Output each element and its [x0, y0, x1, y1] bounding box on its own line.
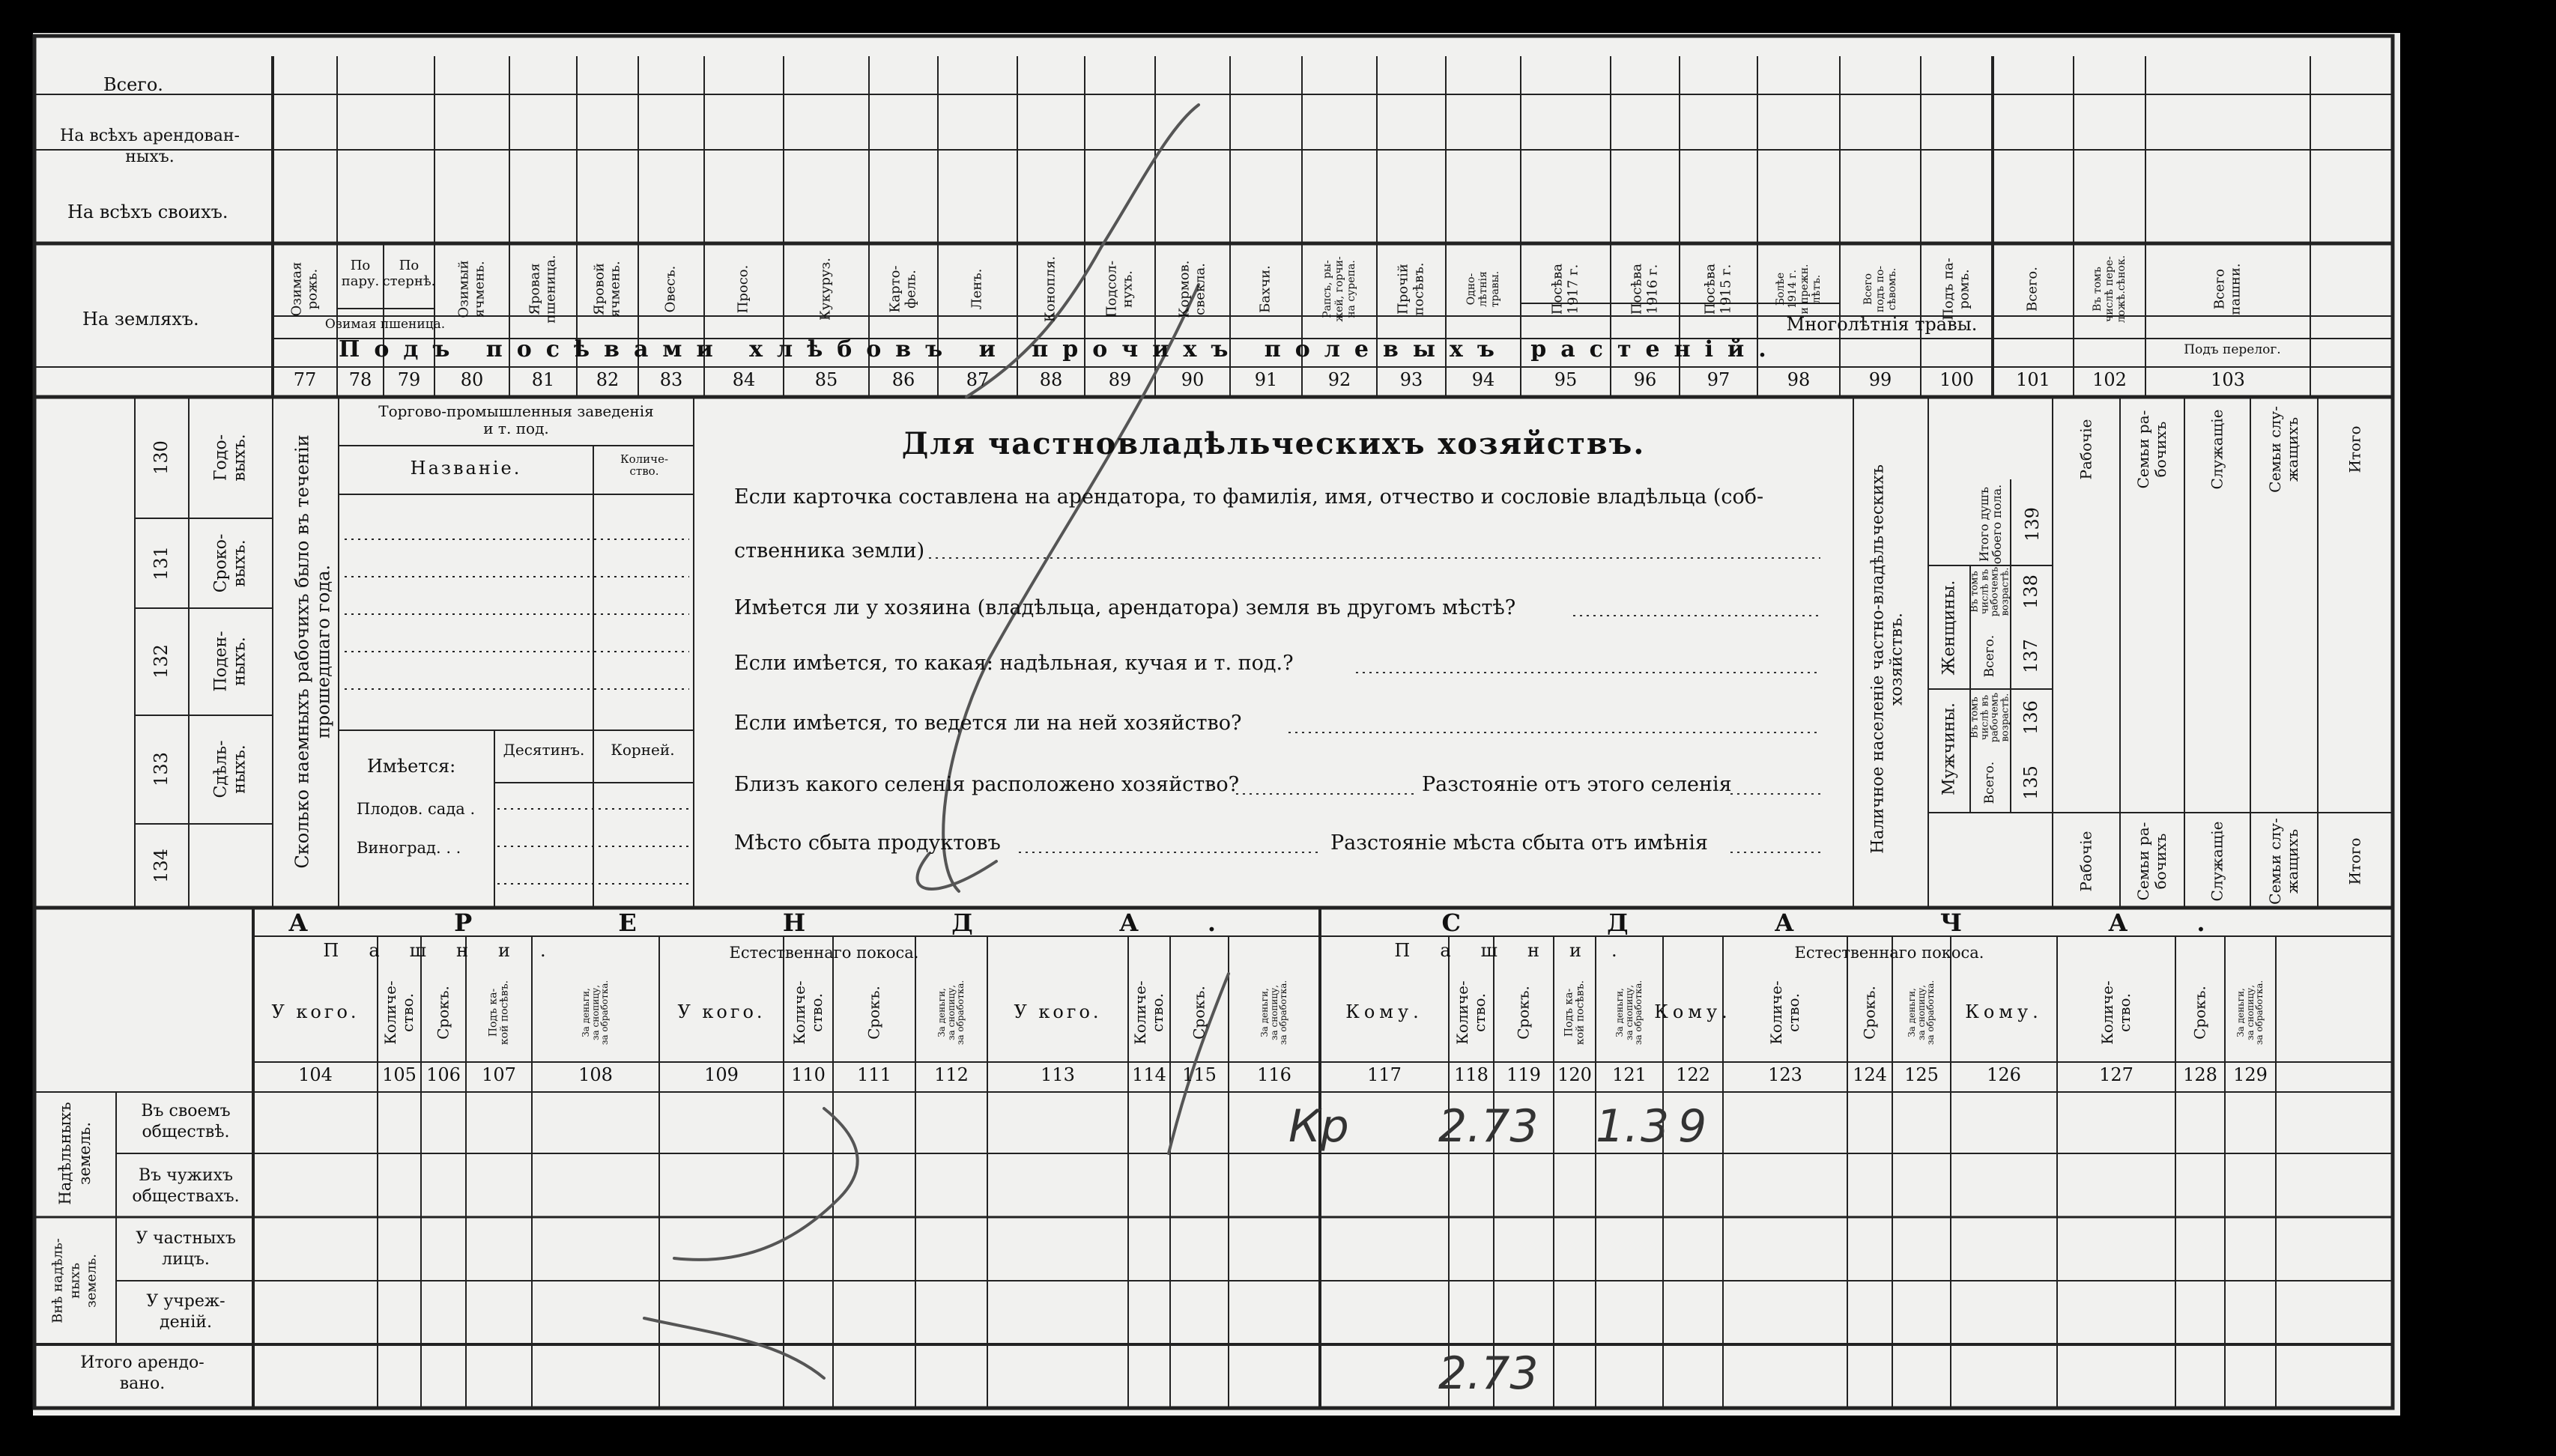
- handwritten-term: 3: [1641, 1100, 1670, 1153]
- crop-num-83: 83: [659, 369, 683, 390]
- crop-label-98: Болѣе 1914 г. и прежн. лѣтъ.: [1774, 264, 1823, 315]
- q-land-type: Если имѣется, то какая: надѣльная, кучая и т. под.?: [734, 652, 1294, 675]
- crop-num-89: 89: [1108, 369, 1132, 390]
- handwritten-nine: 9: [1678, 1100, 1707, 1153]
- pop-women-work-label: Въ томъ числѣ въ рабочемъ возрастѣ.: [1969, 566, 2011, 617]
- crop-num-79: 79: [397, 369, 421, 390]
- handwritten-amount: 2.73: [1438, 1100, 1539, 1153]
- pop-col-top-3: Семьи слу- жащихъ: [2266, 406, 2301, 493]
- hired-num-132: 132: [151, 644, 172, 679]
- col-num-128: 128: [2183, 1064, 2217, 1085]
- crop-label-81: Яровая пшеница.: [527, 255, 558, 324]
- q-market: Мѣсто сбыта продуктовъ: [734, 831, 1001, 855]
- sdacha-pashni: Пашни.: [1394, 940, 1647, 961]
- pop-col-bottom-3: Семьи слу- жащихъ: [2266, 818, 2301, 905]
- col-header-117: Кому.: [1345, 1001, 1423, 1022]
- hired-num-133: 133: [151, 752, 172, 786]
- crop-num-97: 97: [1706, 369, 1730, 390]
- col-num-119: 119: [1506, 1064, 1541, 1085]
- col-num-109: 109: [704, 1064, 739, 1085]
- crop-num-88: 88: [1039, 369, 1063, 390]
- trade-name-header: Названіе.: [410, 458, 522, 479]
- col-num-125: 125: [1904, 1064, 1939, 1085]
- pop-men-work-label: Въ томъ числѣ въ рабочемъ возрастѣ.: [1969, 692, 2011, 743]
- hired-label-133: Сдѣль- ныхъ.: [211, 740, 249, 798]
- crop-label-89: Подсол- нухъ.: [1103, 260, 1135, 318]
- col-header-113: У кого.: [1014, 1001, 1102, 1022]
- crop-label-86: Карто- фель.: [887, 265, 918, 313]
- trade-vinograd: Виноград. . .: [357, 839, 461, 857]
- sdacha-title: С Д А Ч А.: [1441, 909, 2274, 937]
- row-label-na-zemlyah: На земляхъ.: [82, 309, 199, 330]
- col-header-127: Количе- ство.: [2098, 980, 2133, 1045]
- pop-col-top-4: Итого: [2345, 425, 2364, 473]
- col-num-117: 117: [1367, 1064, 1402, 1085]
- col-num-107: 107: [482, 1064, 516, 1085]
- handwritten-slash: [644, 105, 1229, 1378]
- col-num-110: 110: [791, 1064, 826, 1085]
- col-num-114: 114: [1132, 1064, 1166, 1085]
- crop-label-100: Подъ па- ромъ.: [1940, 258, 1972, 321]
- crop-label-85: Кукуруз.: [817, 257, 834, 321]
- col-num-118: 118: [1454, 1064, 1489, 1085]
- crop-label-78: По пару.: [341, 258, 380, 289]
- row-label-arendovannyh: На всѣхъ арендован- ныхъ.: [60, 127, 240, 166]
- handwritten-kr: Кр: [1288, 1100, 1349, 1153]
- trade-plodov-sad: Плодов. сада .: [357, 800, 476, 818]
- row-label-svoih: На всѣхъ своихъ.: [67, 201, 228, 222]
- col-num-120: 120: [1557, 1064, 1592, 1085]
- banner-pod-posevami: Подъ посѣвами хлѣбовъ и прочихъ полевыхъ растеній.: [339, 336, 1781, 363]
- trade-qty-header: Количе- ство.: [620, 452, 669, 478]
- q-owner-name-cont: ственника земли): [734, 539, 925, 562]
- arenda-title: А Р Е Н Д А.: [288, 909, 1285, 937]
- col-header-119: Срокъ.: [1514, 986, 1533, 1040]
- crop-num-91: 91: [1254, 369, 1278, 390]
- trade-desyatin-header: Десятинъ.: [503, 741, 585, 759]
- handwritten-one: 1.: [1596, 1100, 1639, 1153]
- crop-num-95: 95: [1554, 369, 1578, 390]
- crop-num-92: 92: [1327, 369, 1351, 390]
- row-v-chuzhih: Въ чужихъ обществахъ.: [132, 1166, 240, 1206]
- col-header-105: Количе- ство.: [381, 980, 417, 1045]
- col-num-106: 106: [426, 1064, 461, 1085]
- col-num-111: 111: [857, 1064, 891, 1085]
- col-header-118: Количе- ство.: [1453, 980, 1489, 1045]
- col-header-129: За деньги, за снопицу, за обработка.: [2235, 980, 2265, 1046]
- sdacha-pokos: Естественнаго покоса.: [1794, 944, 1984, 962]
- col-header-125: За деньги, за снопицу, за обработка.: [1907, 980, 1936, 1046]
- row-u-chastnyh: У частныхъ лицъ.: [136, 1229, 236, 1269]
- q-farming: Если имѣется, то ведется ли на ней хозяйство?: [734, 712, 1242, 735]
- crop-label-91: Бахчи.: [1257, 265, 1274, 313]
- pop-num-135: 135: [2020, 765, 2042, 800]
- crop-label-102: Въ томъ числѣ пере- ложѣ.сѣнок.: [2091, 255, 2128, 324]
- trade-title: Торгово-промышленныя заведенія и т. под.: [378, 402, 654, 437]
- hired-label-131: Сроко- выхъ.: [211, 533, 249, 593]
- crop-num-90: 90: [1181, 369, 1205, 390]
- col-header-123: Количе- ство.: [1767, 980, 1802, 1045]
- col-num-113: 113: [1041, 1064, 1075, 1085]
- col-num-127: 127: [2099, 1064, 2133, 1085]
- col-num-108: 108: [578, 1064, 613, 1085]
- col-num-104: 104: [298, 1064, 333, 1085]
- hired-num-131: 131: [151, 546, 172, 580]
- crop-label-77: Озимая рожь.: [288, 261, 320, 317]
- col-header-107: Подъ ка- кой посѣвъ.: [487, 980, 510, 1046]
- crop-num-85: 85: [814, 369, 838, 390]
- pop-col-top-0: Рабочіе: [2077, 419, 2095, 480]
- col-header-124: Срокъ.: [1860, 986, 1879, 1040]
- hired-label-130: Годо- выхъ.: [211, 434, 249, 482]
- crop-num-80: 80: [460, 369, 484, 390]
- col-num-112: 112: [934, 1064, 969, 1085]
- pop-col-top-2: Служащіе: [2208, 409, 2226, 490]
- group-mnogoletnie-travy: Многолѣтнія травы.: [1786, 314, 1978, 335]
- crop-num-87: 87: [966, 369, 990, 390]
- crop-label-87: Ленъ.: [969, 268, 985, 310]
- col-header-122: Кому.: [1654, 1001, 1732, 1022]
- col-header-109: У кого.: [677, 1001, 766, 1022]
- q-village: Близъ какого селенія расположено хозяйство?: [734, 773, 1240, 796]
- handwritten-total: 2.73: [1438, 1347, 1539, 1400]
- pop-women-total-label: Всего.: [1982, 634, 1998, 678]
- q-market-distance: Разстояніе мѣста сбыта отъ имѣнія: [1330, 831, 1708, 855]
- crop-num-82: 82: [596, 369, 620, 390]
- pop-men-total-label: Всего.: [1982, 761, 1998, 804]
- pop-men-label: Мужчины.: [1939, 702, 1959, 796]
- crop-label-82: Яровой ячмень.: [591, 261, 623, 318]
- hired-num-134: 134: [151, 849, 172, 883]
- group-ozimaya-pshenitsa: Озимая пшеница.: [324, 317, 446, 332]
- col-header-128: Срокъ.: [2190, 986, 2209, 1040]
- col-header-115: Срокъ.: [1190, 986, 1208, 1040]
- col-num-124: 124: [1853, 1064, 1887, 1085]
- q-owner-name: Если карточка составлена на арендатора, то фамилія, имя, отчество и сословіе владѣльца (соб-: [734, 485, 1764, 509]
- crop-num-86: 86: [891, 369, 915, 390]
- col-header-114: Количе- ство.: [1131, 980, 1166, 1045]
- col-header-121: За деньги, за снопицу, за обработка.: [1614, 980, 1644, 1046]
- crop-num-99: 99: [1868, 369, 1892, 390]
- crop-num-96: 96: [1633, 369, 1657, 390]
- crop-label-88: Конопля.: [1042, 255, 1059, 323]
- row-v-svoem: Въ своемъ обществѣ.: [141, 1102, 231, 1141]
- crop-label-99: Всего подъ по- сѣвомъ.: [1862, 265, 1899, 313]
- col-header-106: Срокъ.: [434, 986, 452, 1040]
- crop-label-84: Просо.: [735, 264, 751, 314]
- hired-label-132: Поден- ныхъ.: [211, 631, 249, 692]
- crop-label-83: Овесъ.: [662, 265, 679, 313]
- row-label-vsego: Всего.: [103, 74, 163, 95]
- crop-label-90: Кормов. свекла.: [1176, 260, 1208, 318]
- pop-num-137: 137: [2020, 639, 2042, 673]
- crop-num-103: 103: [2211, 369, 2245, 390]
- col-num-115: 115: [1182, 1064, 1217, 1085]
- col-num-126: 126: [1987, 1064, 2021, 1085]
- col-header-112: За деньги, за снопицу, за обработка.: [936, 980, 966, 1046]
- crop-num-93: 93: [1399, 369, 1423, 390]
- pop-col-bottom-0: Рабочіе: [2077, 831, 2095, 892]
- crop-label-93: Прочій посѣвъ.: [1395, 262, 1426, 316]
- group-pod-perelog: Подъ перелог.: [2184, 342, 2281, 357]
- crop-label-95: Посѣва 1917 г.: [1549, 263, 1581, 315]
- population-title: Наличное населеніе частно-владѣльческихъ хозяйствъ.: [1868, 464, 1907, 854]
- crop-num-84: 84: [732, 369, 756, 390]
- crop-num-78: 78: [348, 369, 372, 390]
- arenda-pashni: Пашни.: [323, 940, 576, 961]
- col-header-120: Подъ ка- кой посѣвъ.: [1563, 980, 1586, 1046]
- pop-women-label: Женщины.: [1939, 580, 1959, 676]
- pop-col-bottom-4: Итого: [2345, 837, 2364, 885]
- hired-num-130: 130: [151, 440, 172, 475]
- col-num-121: 121: [1612, 1064, 1647, 1085]
- crop-num-77: 77: [293, 369, 317, 390]
- crop-label-101: Всего.: [2024, 267, 2041, 312]
- col-header-104: У кого.: [271, 1001, 360, 1022]
- pop-col-top-1: Семьи ра- бочихъ: [2134, 410, 2169, 489]
- crop-num-81: 81: [531, 369, 555, 390]
- col-num-123: 123: [1768, 1064, 1802, 1085]
- crop-num-102: 102: [2092, 369, 2127, 390]
- pop-col-bottom-1: Семьи ра- бочихъ: [2134, 822, 2169, 901]
- col-header-111: Срокъ.: [864, 986, 883, 1040]
- row-group-nadel: Надѣльныхъ земель.: [55, 1102, 94, 1205]
- crop-num-101: 101: [2016, 369, 2050, 390]
- col-header-116: За деньги, за снопицу, за обработка.: [1259, 980, 1289, 1046]
- crop-label-103: Всего пашни.: [2211, 263, 2243, 315]
- crop-num-98: 98: [1787, 369, 1811, 390]
- crop-label-79: По стернѣ.: [382, 258, 436, 289]
- crop-label-97: Посѣва 1915 г.: [1702, 263, 1733, 315]
- col-num-122: 122: [1676, 1064, 1710, 1085]
- row-group-vne-nadel: Внѣ надѣль- ныхъ земель.: [49, 1238, 100, 1323]
- crop-label-96: Посѣва 1916 г.: [1629, 263, 1660, 315]
- q-village-distance: Разстояніе отъ этого селенія: [1422, 773, 1732, 796]
- trade-korney-header: Корней.: [611, 741, 675, 759]
- col-header-110: Количе- ство.: [790, 980, 826, 1045]
- pop-num-139: 139: [2022, 507, 2044, 542]
- arenda-pokos: Естественнаго покоса.: [729, 944, 919, 962]
- crop-num-94: 94: [1471, 369, 1495, 390]
- q-other-land: Имѣется ли у хозяина (владѣльца, арендатора) земля въ другомъ мѣстѣ?: [734, 596, 1516, 619]
- crop-label-92: Рапсъ, ры- жей, горчи- на сурепа.: [1321, 256, 1358, 322]
- pop-num-138: 138: [2020, 574, 2042, 609]
- col-num-116: 116: [1257, 1064, 1291, 1085]
- crop-label-94: Одно- лѣтнія травы.: [1465, 270, 1502, 308]
- col-num-105: 105: [382, 1064, 417, 1085]
- crop-label-80: Озимый ячмень.: [455, 260, 487, 318]
- crop-num-100: 100: [1939, 369, 1974, 390]
- pop-col-bottom-2: Служащіе: [2208, 821, 2226, 902]
- hired-workers-title: Сколько наемныхъ рабочихъ было въ теченіи прошедшаго года.: [291, 434, 333, 869]
- pop-num-136: 136: [2020, 700, 2042, 735]
- col-num-129: 129: [2233, 1064, 2268, 1085]
- col-header-108: За деньги, за снопицу, за обработка.: [581, 980, 611, 1046]
- private-title: Для частновладѣльческихъ хозяйствъ.: [901, 426, 1646, 461]
- col-header-126: Кому.: [1965, 1001, 2043, 1022]
- row-u-uchrezhdeniy: У учреж- деній.: [146, 1292, 225, 1332]
- trade-imeetsya: Имѣется:: [367, 756, 456, 777]
- row-itogo-arendovano: Итого арендо- вано.: [80, 1353, 205, 1393]
- pop-total-label: Итого душъ обоего пола.: [1977, 484, 2004, 565]
